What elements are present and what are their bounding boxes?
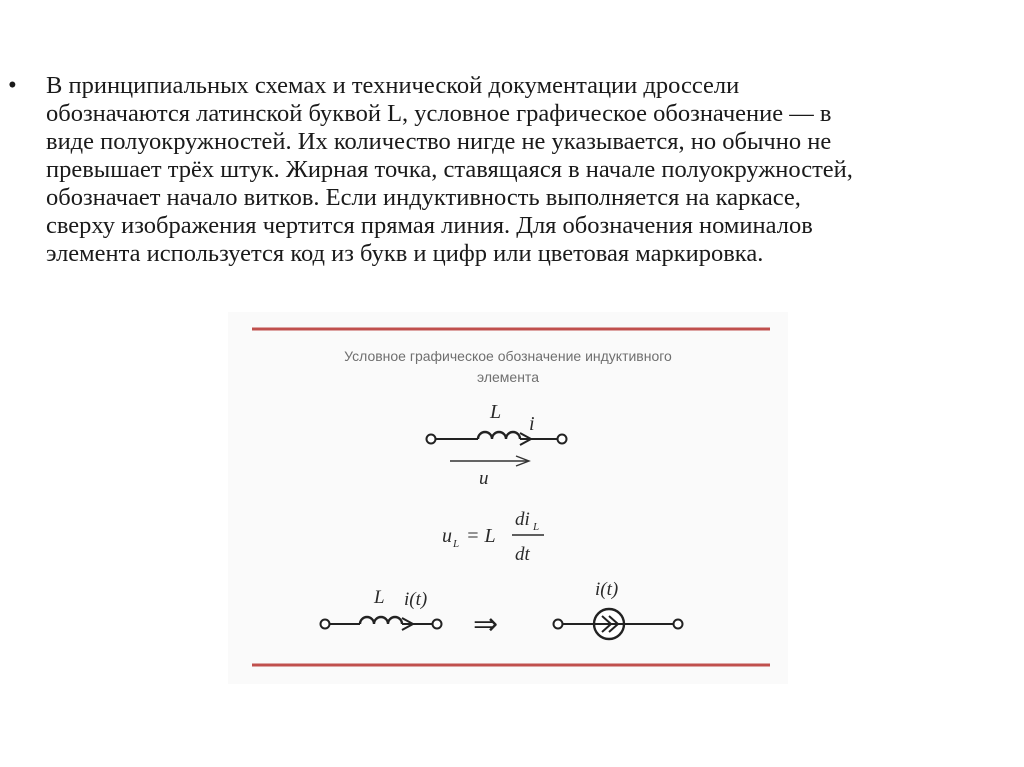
voltage-label: u xyxy=(479,468,489,489)
terminal-left xyxy=(427,435,436,444)
terminal-left xyxy=(321,620,330,629)
terminal-left xyxy=(554,620,563,629)
inductor-figure-svg xyxy=(228,312,788,684)
inductor-label: L xyxy=(490,401,502,423)
terminal-right xyxy=(433,620,442,629)
inductor-figure xyxy=(228,312,788,684)
current-source-symbol xyxy=(554,579,683,639)
bullet-dot: • xyxy=(8,72,17,99)
formula-equals-L: = L xyxy=(466,525,496,547)
inductor-coil xyxy=(360,617,402,624)
source-current-label: i(t) xyxy=(595,579,619,600)
bottom-inductor-label: L xyxy=(374,587,385,608)
inductor-symbol-bottom xyxy=(321,587,442,630)
terminal-right xyxy=(558,435,567,444)
bullet-paragraph: В принципиальных схемах и технической документации дроссели обозначаются латинской буквой L, условное графическое обозначение — в виде полуокружностей. Их количество нигде не указывается, но обычно не превышает трёх штук. Жирная точка, ставящаяся в начале полуокружностей, обозначает начало витков. Если индуктивность выполняется на каркасе, сверху изображения чертится прямая линия. Для обозначения номиналов элемента используется код из букв и цифр или цветовая маркировка. xyxy=(46,72,853,267)
figure-caption-line1: Условное графическое обозначение индуктивного xyxy=(344,348,672,364)
formula-u: u xyxy=(442,525,452,547)
formula-numerator: di xyxy=(515,509,530,530)
inductor-symbol-top xyxy=(427,401,567,489)
terminal-right xyxy=(674,620,683,629)
bottom-current-label: i(t) xyxy=(404,589,428,610)
formula-u-subscript: L xyxy=(453,538,460,550)
inductor-coil xyxy=(478,432,520,439)
figure-caption-line2: элемента xyxy=(477,369,539,385)
current-label: i xyxy=(529,413,535,435)
bullet-item xyxy=(8,72,998,268)
formula-numerator-subscript: L xyxy=(533,521,540,533)
inductor-formula xyxy=(442,509,544,565)
implies-arrow-icon: ⇒ xyxy=(473,607,499,642)
formula-denominator: dt xyxy=(515,544,530,565)
